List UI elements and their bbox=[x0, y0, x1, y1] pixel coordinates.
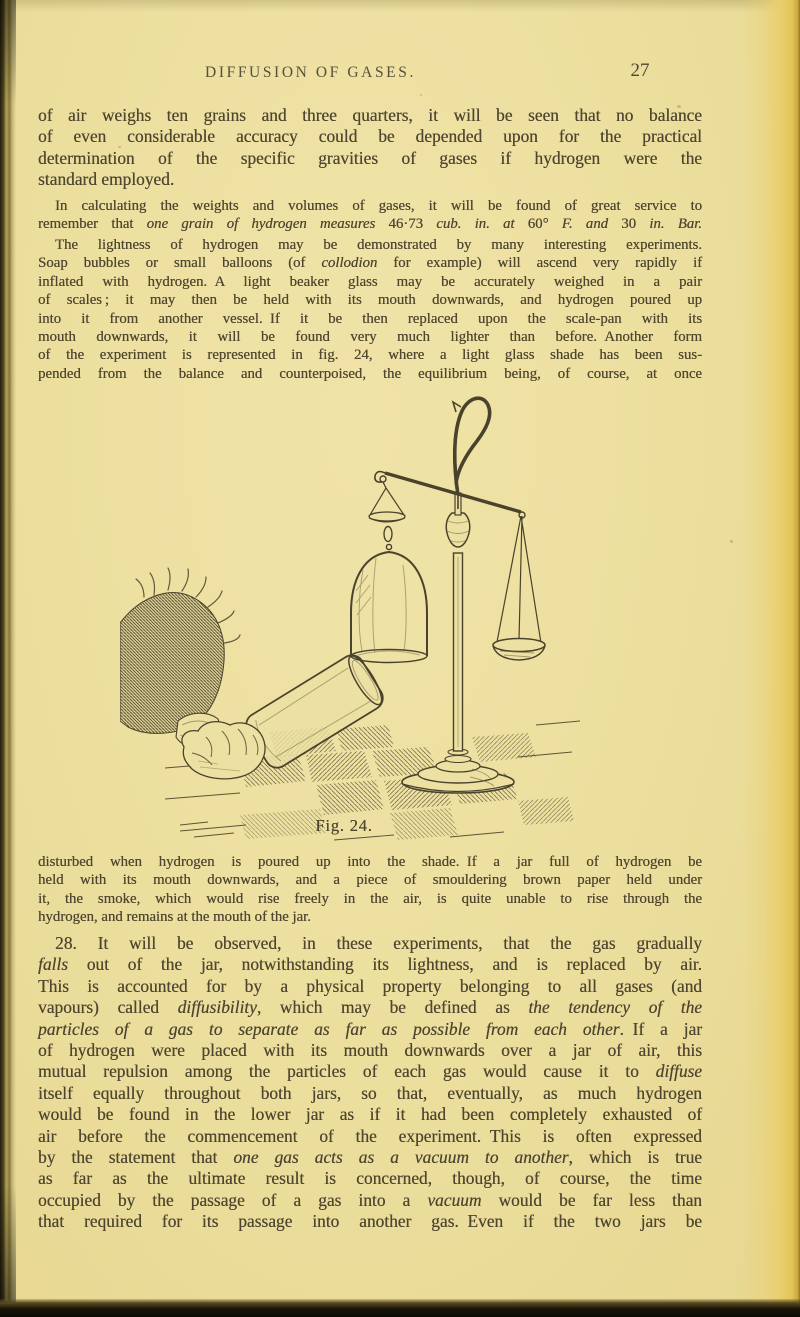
paragraph bbox=[38, 236, 702, 383]
text-line: occupied by the passage of a gas into a vacuum would be far less than bbox=[38, 1189, 702, 1210]
coat-sleeve bbox=[120, 568, 240, 748]
text-line: of the experiment is represented in fig. 24, where a light glass shade has been sus- bbox=[38, 347, 702, 364]
text-line: determination of the specific gravities of gases if hydrogen were the bbox=[38, 147, 702, 168]
text-line: air before the commencement of the experiment. This is often expressed bbox=[38, 1125, 702, 1146]
scan-bottom-edge bbox=[0, 1299, 800, 1317]
page-number: 27 bbox=[630, 60, 650, 81]
text-line: as far as the ultimate result is concerned, though, of course, the time bbox=[38, 1168, 702, 1189]
text-line: vapours) called diffusibility, which may be defined as the tendency of the bbox=[38, 997, 702, 1018]
text-line: by the statement that one gas acts as a vacuum to another, which is true bbox=[38, 1147, 702, 1168]
balance-stand bbox=[402, 398, 514, 793]
text-line: would be found in the lower jar as if it had been completely exhausted of bbox=[38, 1104, 702, 1125]
foxing-speck bbox=[420, 94, 422, 96]
text-line: of air weighs ten grains and three quarters, it will be seen that no balance bbox=[38, 105, 702, 125]
text-line: inflated with hydrogen. A light beaker glass may be accurately weighed in a pair bbox=[38, 273, 702, 290]
foxing-speck bbox=[730, 540, 733, 543]
text-line: The lightness of hydrogen may be demonstrated by many interesting experiments. bbox=[55, 237, 702, 253]
text-line: itself equally throughout both jars, so that, eventually, as much hydrogen bbox=[38, 1082, 702, 1103]
text-line: pended from the balance and counterpoised, the equilibrium being, of course, at once bbox=[38, 365, 702, 382]
text-line: held with its mouth downwards, and a piece of smouldering brown paper held under bbox=[38, 872, 702, 889]
paragraph bbox=[38, 197, 702, 234]
text-line: disturbed when hydrogen is poured up into the shade. If a jar full of hydrogen be bbox=[38, 854, 702, 870]
text-line: of even considerable accuracy could be depended upon for the practical bbox=[38, 126, 702, 147]
text-line: hydrogen, and remains at the mouth of the jar. bbox=[38, 909, 311, 926]
text-line: particles of a gas to separate as far as possible from each other. If a jar bbox=[38, 1018, 702, 1039]
text-line: falls out of the jar, notwithstanding its lightness, and is replaced by air. bbox=[38, 954, 702, 975]
text-line: This is accounted for by a physical property belonging to all gases (and bbox=[38, 975, 702, 996]
text-line: mouth downwards, it will be found very much lighter than before. Another form bbox=[38, 329, 702, 346]
text-line: into it from another vessel. If it be then replaced upon the scale-pan with its bbox=[38, 310, 702, 327]
glass-shade bbox=[351, 482, 427, 663]
pouring-hand bbox=[182, 722, 265, 779]
foxing-speck bbox=[677, 105, 681, 108]
text-line: 28. It will be observed, in these experiments, that the gas gradually bbox=[55, 933, 702, 953]
text-line: In calculating the weights and volumes of gases, it will be found of great service to bbox=[55, 198, 702, 214]
stand-hook bbox=[455, 398, 490, 495]
text-line: it, the smoke, which would rise freely in the air, is quite unable to rise through the bbox=[38, 890, 702, 907]
foxing-speck bbox=[118, 146, 121, 148]
balance-beam bbox=[375, 472, 525, 518]
scan-top-shade bbox=[0, 0, 800, 12]
figure-illustration bbox=[120, 385, 580, 845]
paragraph bbox=[38, 933, 702, 1233]
text-line: remember that one grain of hydrogen measures 46·73 cub. in. at 60° F. and 30 in. Bar. bbox=[38, 216, 703, 233]
text-line: of hydrogen were placed with its mouth downwards over a jar of air, this bbox=[38, 1040, 702, 1061]
figure-caption: Fig. 24. bbox=[315, 816, 373, 835]
text-line: that required for its passage into another gas. Even if the two jars be bbox=[38, 1211, 702, 1232]
text-line: standard employed. bbox=[38, 169, 175, 190]
text-line: mutual repulsion among the particles of each gas would cause it to diffuse bbox=[38, 1061, 702, 1082]
text-line: of scales ; it may then be held with its mouth downwards, and hydrogen poured up bbox=[38, 292, 702, 309]
running-title: DIFFUSION OF GASES. bbox=[205, 64, 416, 81]
text-line: Soap bubbles or small balloons (of collodion for example) will ascend very rapidly if bbox=[38, 255, 702, 272]
scale-pan bbox=[493, 516, 545, 660]
paragraph bbox=[38, 105, 702, 191]
book-binding-edge bbox=[0, 0, 16, 1317]
paragraph bbox=[38, 853, 702, 927]
page-edge-right bbox=[742, 0, 800, 1317]
